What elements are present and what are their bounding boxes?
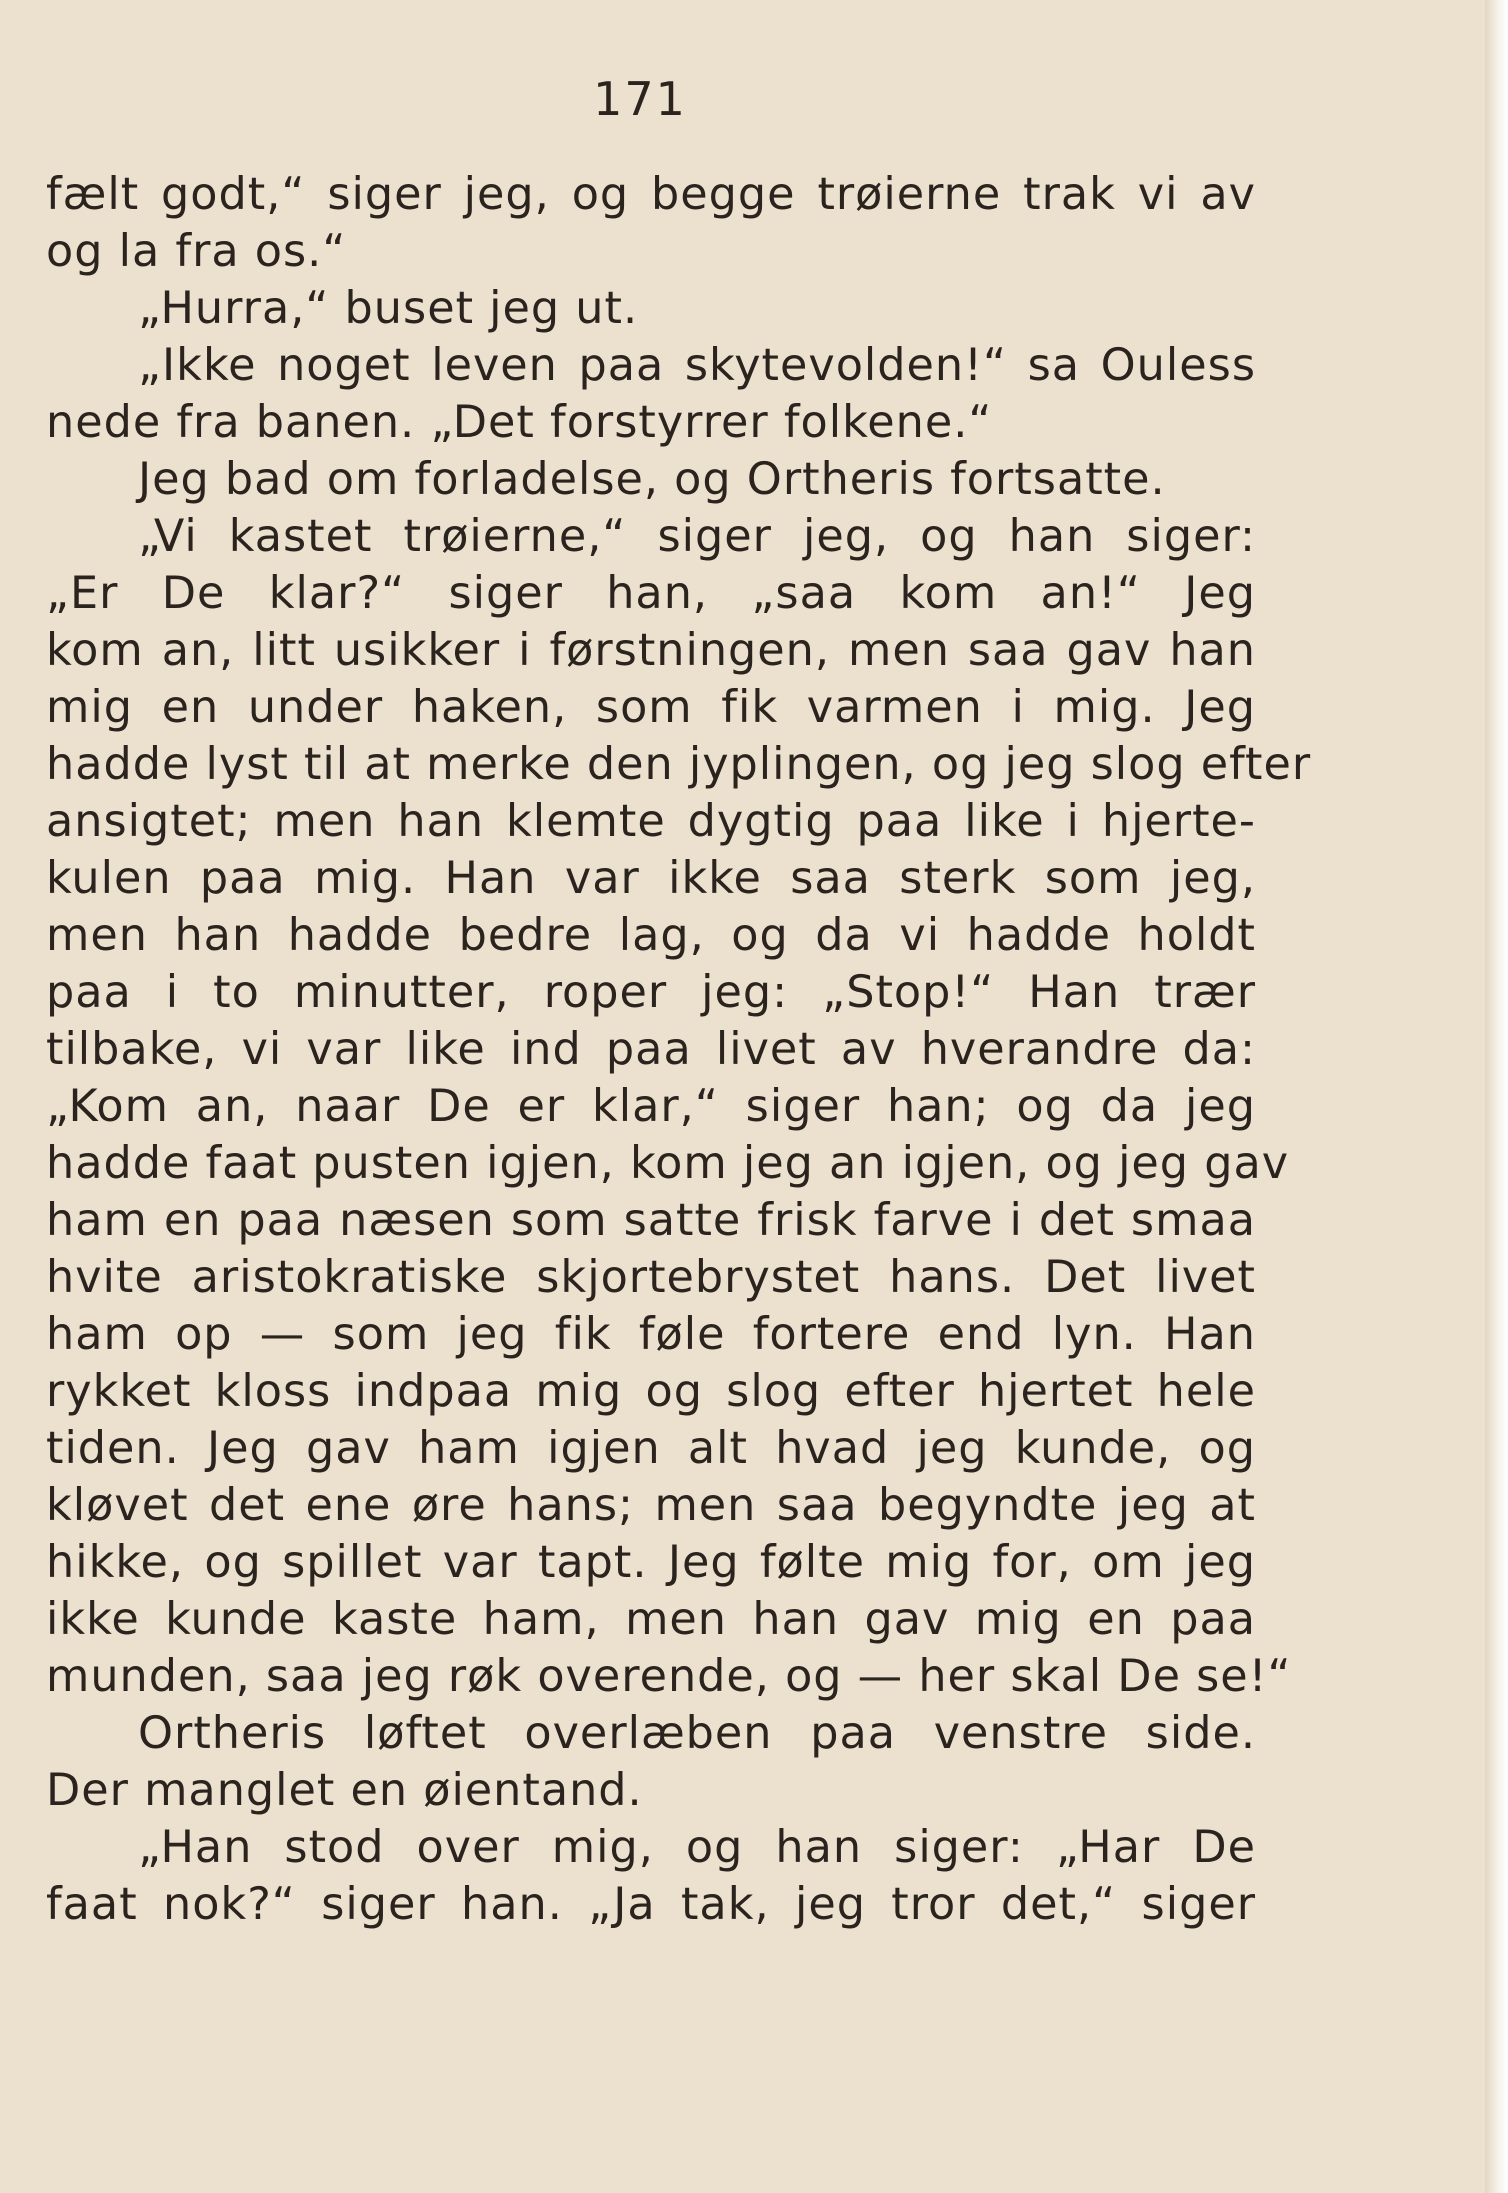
text-line: hadde lyst til at merke den jyplingen, og jeg slog efter <box>46 739 1312 790</box>
text-line: „Kom an, naar De er klar,“ siger han; og da jeg <box>46 1081 1256 1132</box>
text-line: kom an, litt usikker i førstningen, men saa gav han <box>46 625 1256 676</box>
text-line: „Ikke noget leven paa skytevolden!“ sa Ouless <box>138 340 1256 391</box>
page-edge <box>1485 0 1508 2193</box>
text-line: men han hadde bedre lag, og da vi hadde holdt <box>46 910 1256 961</box>
text-line: paa i to minutter, roper jeg: „Stop!“ Han trær <box>46 967 1256 1018</box>
text-line: hvite aristokratiske skjortebrystet hans. Det livet <box>46 1252 1256 1303</box>
text-line: ham en paa næsen som satte frisk farve i det smaa <box>46 1195 1256 1246</box>
text-line: tiden. Jeg gav ham igjen alt hvad jeg kunde, og <box>46 1423 1256 1474</box>
text-line: tilbake, vi var like ind paa livet av hverandre da: <box>46 1024 1256 1075</box>
text-line: Jeg bad om forladelse, og Ortheris fortsatte. <box>138 454 1166 505</box>
text-line: og la fra os.“ <box>46 226 347 277</box>
text-line: ansigtet; men han klemte dygtig paa like i hjerte- <box>46 796 1256 847</box>
text-line: munden, saa jeg røk overende, og — her skal De se!“ <box>46 1651 1292 1702</box>
text-line: hadde faat pusten igjen, kom jeg an igjen, og jeg gav <box>46 1138 1290 1189</box>
text-line: kulen paa mig. Han var ikke saa sterk som jeg, <box>46 853 1256 904</box>
text-line: kløvet det ene øre hans; men saa begyndte jeg at <box>46 1480 1256 1531</box>
text-line: hikke, og spillet var tapt. Jeg følte mig for, om jeg <box>46 1537 1256 1588</box>
text-line: ham op — som jeg fik føle fortere end lyn. Han <box>46 1309 1256 1360</box>
text-line: mig en under haken, som fik varmen i mig. Jeg <box>46 682 1256 733</box>
text-line: faat nok?“ siger han. „Ja tak, jeg tror det,“ siger <box>46 1879 1256 1930</box>
text-line: rykket kloss indpaa mig og slog efter hjertet hele <box>46 1366 1256 1417</box>
text-line: Ortheris løftet overlæben paa venstre side. <box>138 1708 1256 1759</box>
text-line: fælt godt,“ siger jeg, og begge trøierne trak vi av <box>46 169 1256 220</box>
text-line: ikke kunde kaste ham, men han gav mig en paa <box>46 1594 1256 1645</box>
text-line: Der manglet en øientand. <box>46 1765 643 1816</box>
text-line: „Hurra,“ buset jeg ut. <box>138 283 639 334</box>
page-number: 171 <box>593 72 687 126</box>
text-line: „Vi kastet trøierne,“ siger jeg, og han siger: <box>138 511 1256 562</box>
text-line: „Han stod over mig, og han siger: „Har De <box>138 1822 1256 1873</box>
text-line: „Er De klar?“ siger han, „saa kom an!“ Jeg <box>46 568 1256 619</box>
text-line: nede fra banen. „Det forstyrrer folkene.“ <box>46 397 993 448</box>
body-text <box>46 166 1312 1933</box>
